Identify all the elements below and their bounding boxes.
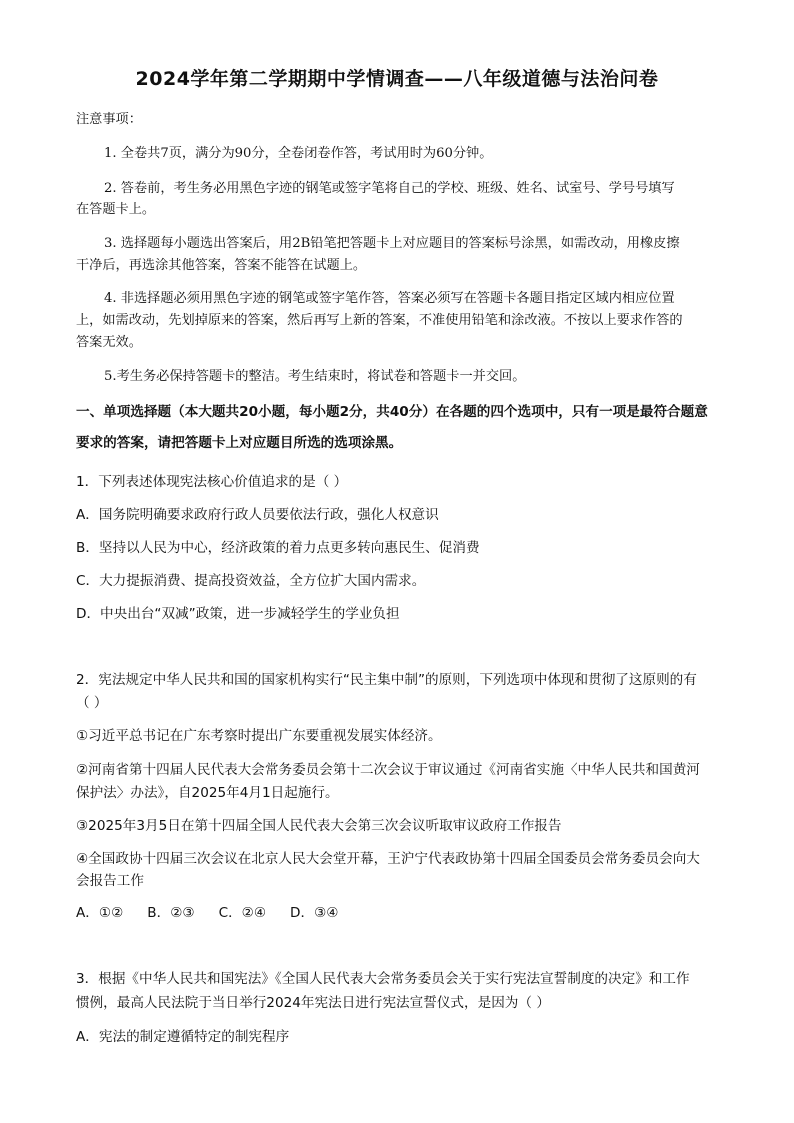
section-heading: 要求的答案，请把答题卡上对应题目所选的选项涂黑。 — [76, 435, 403, 451]
notice-line: 2. 答卷前，考生务必用黑色字迹的钢笔或签字笔将自己的学校、班级、姓名、试室号、学号号填写 — [104, 181, 675, 196]
notice-line: 5.考生务必保持答题卡的整洁。考生结束时，将试卷和答题卡一并交回。 — [104, 369, 526, 384]
question-3-stem: 3．根据《中华人民共和国宪法》《全国人民代表大会常务委员会关于实行宪法宣誓制度的决定》和工作 — [76, 971, 690, 987]
section-heading: 一、单项选择题（本大题共20小题，每小题2分，共40分）在各题的四个选项中，只有一项是最符合题意 — [76, 404, 708, 420]
question-1-option-c: C．大力提振消费、提高投资效益，全方位扩大国内需求。 — [76, 573, 426, 589]
question-1-option-a: A．国务院明确要求政府行政人员要依法行政，强化人权意识 — [76, 507, 439, 523]
question-2-option-a: A．①② — [76, 905, 124, 921]
notice-line: 3. 选择题每小题选出答案后，用2B铅笔把答题卡上对应题目的答案标号涂黑，如需改动，用橡皮擦 — [104, 236, 680, 251]
notice-line: 1. 全卷共7页，满分为90分，全卷闭卷作答，考试用时为60分钟。 — [104, 146, 493, 161]
question-2-item: ②河南省第十四届人民代表大会常务委员会第十二次会议于审议通过《河南省实施〈中华人民共和国黄河 — [76, 762, 700, 778]
question-2-item: 会报告工作 — [76, 873, 144, 889]
question-2-item: ③2025年3月5日在第十四届全国人民代表大会第三次会议听取审议政府工作报告 — [76, 818, 562, 834]
question-2-option-c: C．②④ — [218, 905, 267, 921]
question-2-options — [76, 900, 720, 926]
question-2-item: 保护法〉办法》，自2025年4月1日起施行。 — [76, 785, 339, 801]
question-2-item: ①习近平总书记在广东考察时提出广东要重视发展实体经济。 — [76, 728, 442, 744]
notice-line: 答案无效。 — [76, 335, 142, 350]
question-1-option-b: B．坚持以人民为中心，经济政策的着力点更多转向惠民生、促消费 — [76, 540, 480, 556]
question-2-stem: （ ） — [76, 695, 108, 711]
page-title: 2024学年第二学期期中学情调查——八年级道德与法治问卷 — [135, 68, 659, 90]
notice-line: 干净后，再选涂其他答案，答案不能答在试题上。 — [76, 258, 367, 273]
question-1-option-d: D．中央出台“双减”政策，进一步减轻学生的学业负担 — [76, 606, 400, 622]
question-2-item: ④全国政协十四届三次会议在北京人民大会堂开幕，王沪宁代表政协第十四届全国委员会常务委员会向大 — [76, 851, 700, 867]
notice-line: 上，如需改动，先划掉原来的答案，然后再写上新的答案，不准使用铅笔和涂改液。不按以上要求作答的 — [76, 313, 683, 328]
question-3-option-a: A．宪法的制定遵循特定的制宪程序 — [76, 1029, 290, 1045]
question-3-stem: 惯例，最高人民法院于当日举行2024年宪法日进行宪法宣誓仪式，是因为（ ） — [76, 995, 550, 1011]
question-2-stem: 2．宪法规定中华人民共和国的国家机构实行“民主集中制”的原则，下列选项中体现和贯彻了这原则的有 — [76, 672, 697, 688]
question-2-option-b: B．②③ — [147, 905, 195, 921]
notice-line: 4. 非选择题必须用黑色字迹的钢笔或签字笔作答，答案必须写在答题卡各题目指定区域内相应位置 — [104, 291, 675, 306]
question-1-stem: 1．下列表述体现宪法核心价值追求的是（ ） — [76, 474, 348, 490]
notice-heading: 注意事项： — [76, 112, 142, 127]
notice-line: 在答题卡上。 — [76, 202, 156, 217]
question-2-option-d: D．③④ — [290, 905, 339, 921]
